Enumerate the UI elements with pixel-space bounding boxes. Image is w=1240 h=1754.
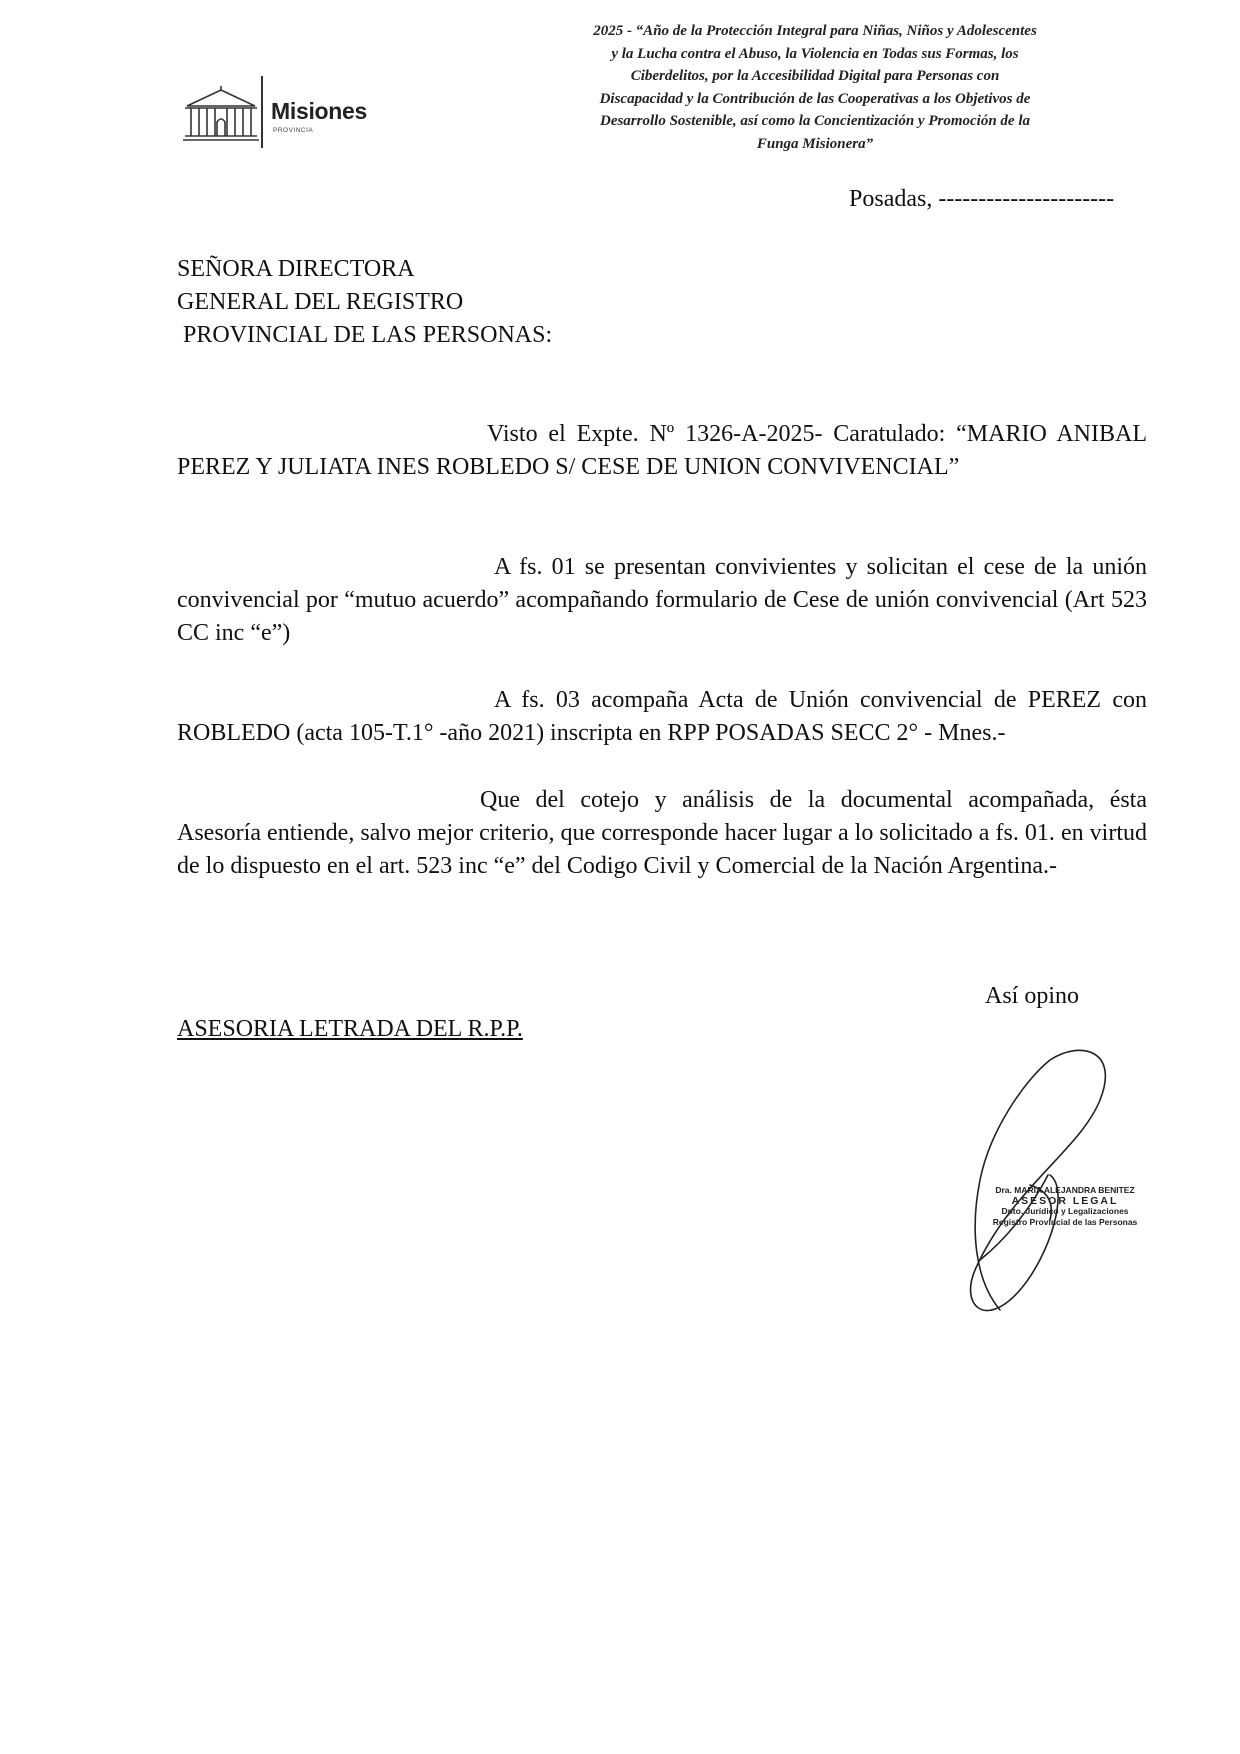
paragraph-fs03: A fs. 03 acompaña Acta de Unión convivencial de PEREZ con ROBLEDO (acta 105-T.1° -año 2021) inscripta en RPP POSADAS SECC 2° - Mnes.- <box>177 687 1147 746</box>
logo-name: Misiones <box>271 98 368 124</box>
official-stamp <box>990 1185 1140 1227</box>
addressee: SEÑORA DIRECTORA GENERAL DEL REGISTRO PROVINCIAL DE LAS PERSONAS: <box>177 256 553 348</box>
stamp-institution: Registro Provincial de las Personas <box>992 1216 1138 1227</box>
date-line: Posadas, ---------------------- <box>849 186 1115 212</box>
office-name: ASESORIA LETRADA DEL R.P.P. <box>177 1016 523 1042</box>
paragraph-conclusion: Que del cotejo y análisis de la documental acompañada, ésta Asesoría entiende, salvo mejor criterio, que corresponde hacer lugar a lo solicitado a fs. 01. en virtud de lo dispuesto en el art. 523 inc “e” del Codigo Civil y Comercial de la Nación Argentina.- <box>177 787 1147 879</box>
closing-phrase: Así opino <box>985 983 1080 1009</box>
logo-subtitle: PROVINCIA <box>273 127 314 134</box>
paragraph-visto: Visto el Expte. Nº 1326-A-2025- Caratulado: “MARIO ANIBAL PEREZ Y JULIATA INES ROBLEDO S/ CESE DE UNION CONVIVENCIAL” <box>177 421 1147 480</box>
stamp-title: ASESOR LEGAL <box>1011 1194 1119 1207</box>
province-logo <box>183 76 383 148</box>
government-building-icon <box>183 86 259 142</box>
year-motto: 2025 - “Año de la Protección Integral para Niñas, Niños y Adolescentes y la Lucha contra el Abuso, la Violencia en Todas sus Formas, los Ciberdelitos, por la Accesibilidad Digital para Personas con Discapacidad y la Contribución de las Cooperativas a los Objetivos de Desarrollo Sostenible, así como la Concientización y Promoción de la Funga Misionera” <box>593 23 1037 152</box>
logo-divider <box>261 76 263 148</box>
stamp-name: Dra. MARIA ALEJANDRA BENITEZ <box>995 1185 1135 1195</box>
stamp-department: Dpto. Jurídico y Legalizaciones <box>1001 1206 1129 1216</box>
paragraph-fs01: A fs. 01 se presentan convivientes y solicitan el cese de la unión convivencial por “mutuo acuerdo” acompañando formulario de Cese de unión convivencial (Art 523 CC inc “e”) <box>177 554 1147 646</box>
